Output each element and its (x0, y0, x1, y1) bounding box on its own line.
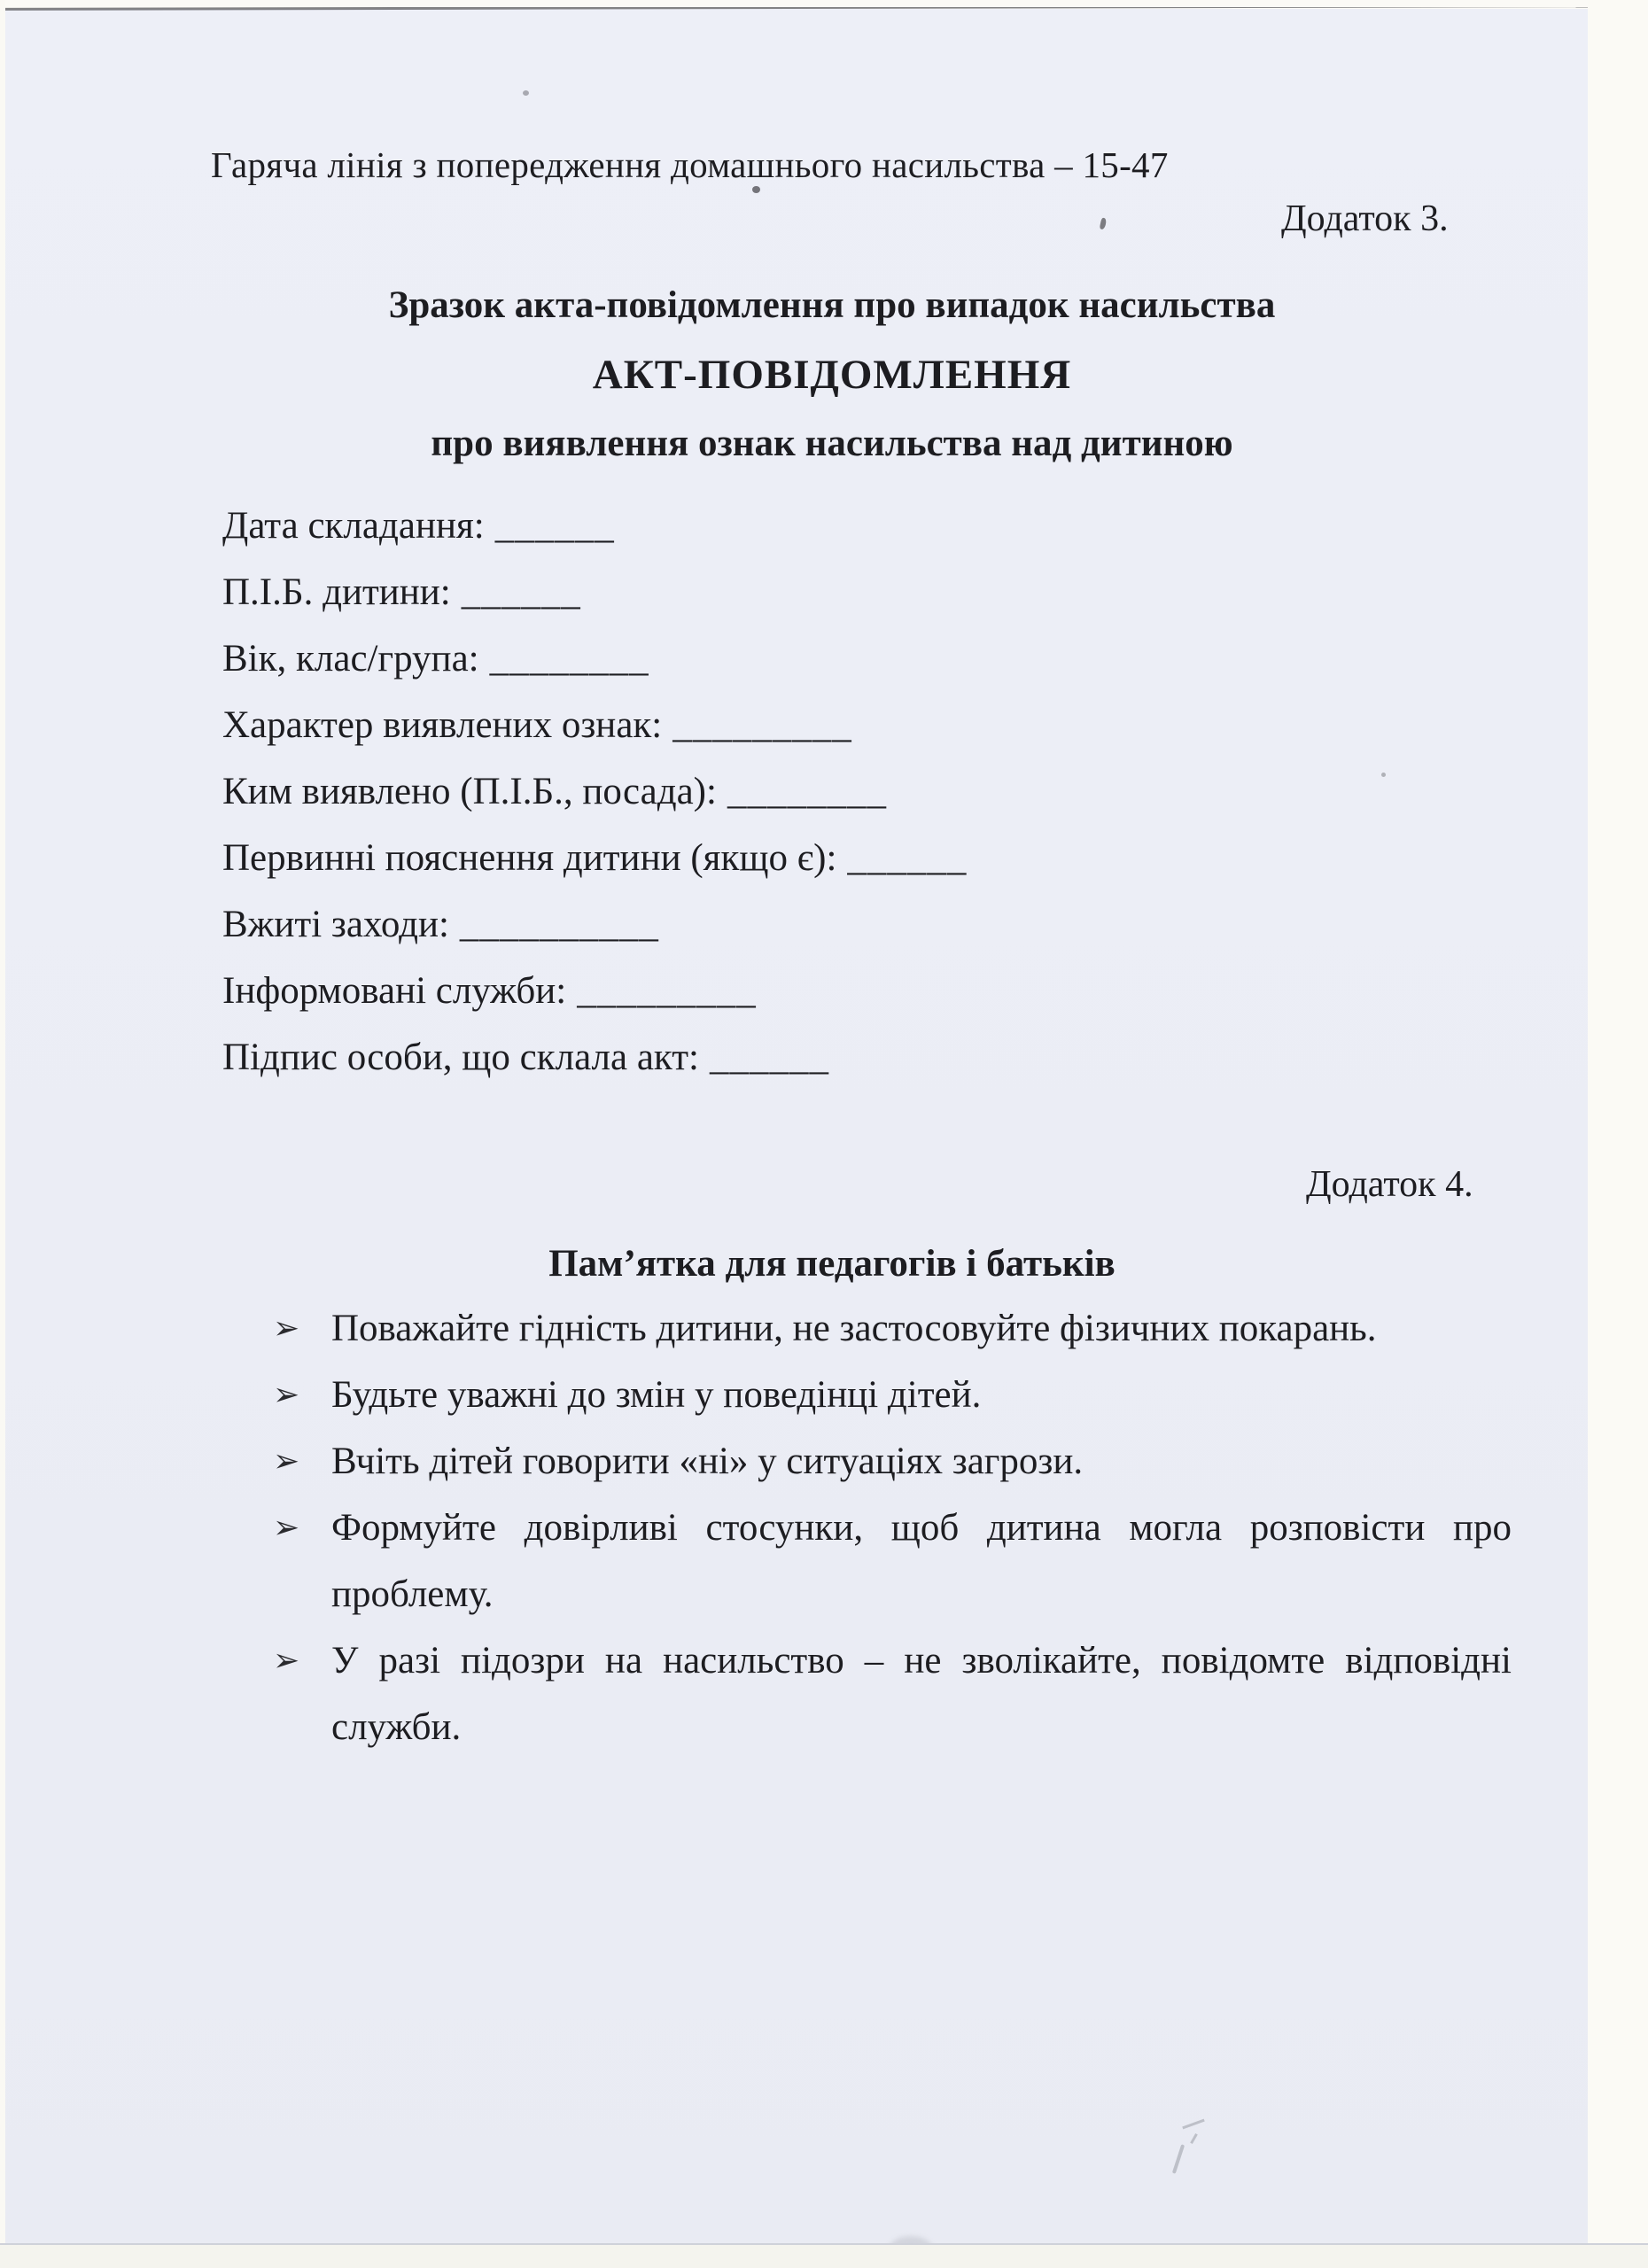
form-field-measures (222, 891, 967, 958)
field-label: Вжиті заходи: (222, 904, 449, 945)
form-field-child-explanation (222, 825, 967, 891)
field-blank-line: __________ (459, 904, 659, 945)
pencil-squiggle-artifact (1147, 2121, 1209, 2178)
field-blank-line: _________ (577, 970, 757, 1012)
hotline-header: Гаряча лінія з попередження домашнього насильства – 15-47 (211, 144, 1169, 185)
act-title: АКТ-ПОВІДОМЛЕННЯ (592, 352, 1072, 398)
field-label: Первинні пояснення дитини (якщо є): (222, 837, 837, 879)
memo-item-line: Вчіть дітей говорити «ні» у ситуаціях загрози. (331, 1441, 1084, 1482)
memo-list (273, 1295, 1512, 1760)
scanner-edge-bottom (0, 2243, 1648, 2268)
memo-item-line: проблему. (331, 1573, 494, 1615)
field-label: Вік, клас/група: (222, 638, 479, 680)
form-field-informed-services (222, 958, 967, 1024)
memo-item-say-no (273, 1428, 1512, 1495)
document-page (5, 9, 1588, 2268)
field-label: Дата складання: (222, 505, 485, 547)
memo-item-behavior-changes (273, 1362, 1512, 1428)
field-blank-line: _________ (672, 704, 852, 746)
field-blank-line: ______ (847, 837, 968, 879)
form-field-signature (222, 1024, 967, 1091)
scanner-edge-right (1588, 0, 1648, 2268)
ink-speck (1100, 218, 1108, 230)
field-label: П.І.Б. дитини: (222, 571, 451, 613)
field-blank-line: ______ (494, 505, 615, 547)
arrow-bullet-icon: ➢ (273, 1310, 300, 1347)
scanner-edge-top (0, 0, 1648, 7)
field-blank-line: ______ (461, 571, 581, 613)
memo-item-line: Будьте уважні до змін у поведінці дітей. (331, 1374, 982, 1416)
field-blank-line: ________ (727, 771, 887, 812)
memo-item-line: У разі підозри на насильство – не зволікайте, повідомте відповідні (331, 1640, 1512, 1682)
arrow-bullet-icon: ➢ (273, 1510, 300, 1546)
field-blank-line: ______ (709, 1037, 829, 1078)
field-label: Ким виявлено (П.І.Б., посада): (222, 771, 717, 812)
scanner-edge-left (0, 0, 5, 2268)
field-label: Підпис особи, що склала акт: (222, 1037, 699, 1078)
field-blank-line: ________ (489, 638, 649, 680)
form-field-date (222, 493, 967, 559)
memo-item-report (273, 1627, 1512, 1760)
form-field-child-name (222, 559, 967, 625)
form-field-discovered-by (222, 758, 967, 825)
ink-speck (752, 186, 760, 193)
ink-speck (1381, 773, 1386, 777)
memo-item-trust (273, 1495, 1512, 1627)
form-field-age-class (222, 625, 967, 692)
arrow-bullet-icon: ➢ (273, 1443, 300, 1480)
ink-speck (523, 90, 529, 96)
annex-3-label: Додаток 3. (1281, 198, 1449, 239)
act-subtitle: про виявлення ознак насильства над дитиною (431, 423, 1233, 464)
act-sample-title: Зразок акта-повідомлення про випадок насильства (388, 284, 1276, 326)
arrow-bullet-icon: ➢ (273, 1643, 300, 1679)
act-form (222, 493, 967, 1091)
memo-item-line: Поважайте гідність дитини, не застосовуйте фізичних покарань. (331, 1308, 1377, 1349)
memo-item-line: Формуйте довірливі стосунки, щоб дитина могла розповісти про (331, 1507, 1512, 1549)
memo-title: Пам’ятка для педагогів і батьків (548, 1243, 1116, 1285)
arrow-bullet-icon: ➢ (273, 1377, 300, 1413)
memo-item-dignity (273, 1295, 1512, 1362)
field-label: Інформовані служби: (222, 970, 567, 1012)
annex-4-label: Додаток 4. (1306, 1164, 1473, 1205)
form-field-signs (222, 692, 967, 758)
memo-item-line: служби. (331, 1706, 462, 1748)
field-label: Характер виявлених ознак: (222, 704, 663, 746)
